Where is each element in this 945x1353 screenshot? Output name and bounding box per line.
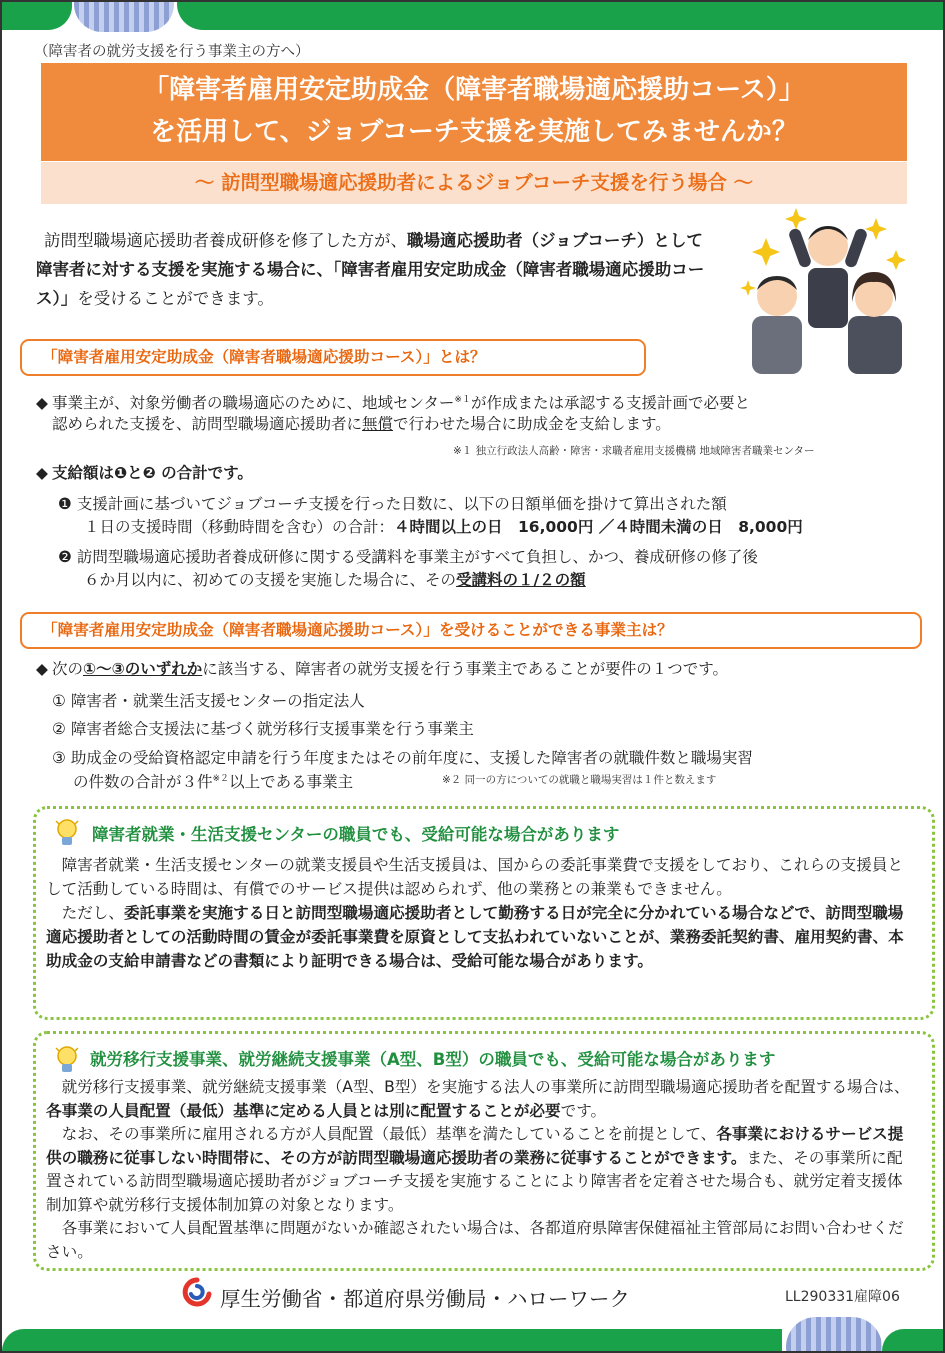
requirement-item-3-line1: ③ 助成金の受給資格認定申請を行う年度またはその前年度に、支援した障害者の就職件数と職場実習 [52,749,753,767]
info-box-1-body: 障害者就業・生活支援センターの就業支援員や生活支援員は、国からの委託事業費で支援をしており、これらの支援員として活動している時間は、有償でのサービス提供は認められず、他の業務との兼業もできません。 ただし、委託事業を実施する日と訪問型職場適応援助者として勤務する日が完全に分かれている場合などで、訪問型職場適応援助者としての活動時間の賃金が委託事業費を原資として支払われていないことが、業務委託契約書、雇用契約書、本助成金の支給申請書などの書類により証明できる場合は、受給可能な場合があります。 [46,856,904,970]
title-line-1: 「障害者雇用安定助成金（障害者職場適応援助コース）」 [143,75,805,105]
circled-2-icon: ❷ [58,548,72,566]
section2-heading: 「障害者雇用安定助成金（障害者職場適応援助コース）」を受けることができる事業主は？ [20,612,922,649]
intro-paragraph: 訪問型職場適応援助者養成研修を修了した方が、職場適応援助者（ジョブコーチ）として障害者に対する支援を実施する場合に、「障害者雇用安定助成金（障害者職場適応援助コース）」を受けることができます。 [36,231,705,308]
amount-item-2-line1: ❷ 訪問型職場適応援助者養成研修に関する受講料を事業主がすべて負担し、かつ、養成研修の修了後 [58,548,758,566]
section1-bullet1-line2: 認められた支援を、訪問型職場適応援助者に無償で行わせた場合に助成金を支給します。 [52,415,671,433]
footnote-1: ※１ 独立行政法人高齢・障害・求職者雇用支援機構 地域障害者職業センター [453,445,815,457]
section2-lead: ◆ 次の①～③のいずれかに該当する、障害者の就労支援を行う事業主であることが要件の１つです。 [36,658,728,681]
lightbulb-icon [54,1044,80,1076]
section1-heading: 「障害者雇用安定助成金（障害者職場適応援助コース）」とは？ [20,339,646,376]
info-box-1 [33,806,935,1020]
info-box-2 [33,1031,935,1271]
top-decoration-band [2,2,943,38]
diamond-bullet-icon: ◆ [36,394,48,413]
document-code: LL290331雇障06 [785,1289,900,1305]
diamond-bullet-icon: ◆ [36,660,48,678]
bottom-decoration-band [2,1311,943,1351]
section1-bullet2: ◆ 支給額は❶と❷ の合計です。 [36,462,253,485]
audience-note: （障害者の就労支援を行う事業主の方へ） [34,44,310,60]
mhlw-logo-icon [181,1276,213,1310]
diamond-bullet-icon: ◆ [36,464,48,482]
info-box-2-body: 就労移行支援事業、就労継続支援事業（A型、B型）を実施する法人の事業所に訪問型職場適応援助者を配置する場合は、各事業の人員配置（最低）基準に定める人員とは別に配置することが必要です。 なお、その事業所に雇用される方が人員配置（最低）基準を満たしていることを前提として、各事業におけるサービス提供の職務に従事しない時間帯に、その方が訪問型職場適応援助者の業務に従事することができます。また、その事業所に配置されている訪問型職場適応援助者がジョブコーチ支援を実施することにより障害者を定着させた場合も、就労定着支援体制加算や就労移行支援体制加算の対象となります。 各事業において人員配置基準に問題がないか確認されたい場合は、各都道府県障害保健福祉主管部局にお問い合わせください。 [46,1078,910,1261]
requirement-item-2: ② 障害者総合支援法に基づく就労移行支援事業を行う事業主 [52,720,474,738]
cheering-people-illustration [736,198,916,374]
requirement-item-1: ① 障害者・就業生活支援センターの指定法人 [52,692,365,710]
info-box-2-title: 就労移行支援事業、就労継続支援事業（A型、B型）の職員でも、受給可能な場合があります [90,1050,776,1069]
footer-organization: 厚生労働省・都道府県労働局・ハローワーク [220,1287,630,1311]
amount-item-1-line1: ❶ 支援計画に基づいてジョブコーチ支援を行った日数に、以下の日額単価を掛けて算出された額 [58,495,727,513]
lightbulb-icon [54,817,80,849]
section1-bullet1-line1: ◆ 事業主が、対象労働者の職場適応のために、地域センター$^{※1}$が作成または承認する支援計画で必要と [36,389,750,415]
amount-item-2-line2: ６か月以内に、初めての支援を実施した場合に、その受講料の１/２の額 [84,571,586,589]
info-box-1-title: 障害者就業・生活支援センターの職員でも、受給可能な場合があります [92,825,620,844]
subtitle: ～ 訪問型職場適応援助者によるジョブコーチ支援を行う場合 ～ [41,162,907,204]
main-title [41,63,907,161]
amount-item-1-line2: １日の支援時間（移動時間を含む）の合計：４時間以上の日 16,000円 ／４時間未満の日 8,000円 [84,518,803,536]
footnote-2: ※２ 同一の方についての就職と職場実習は１件と数えます [442,774,717,786]
requirement-item-3-line2: の件数の合計が３件$^{※2}$以上である事業主 [73,773,354,792]
title-line-2: を活用して、ジョブコーチ支援を実施してみませんか？ [150,117,798,147]
circled-1-icon: ❶ [58,495,72,513]
